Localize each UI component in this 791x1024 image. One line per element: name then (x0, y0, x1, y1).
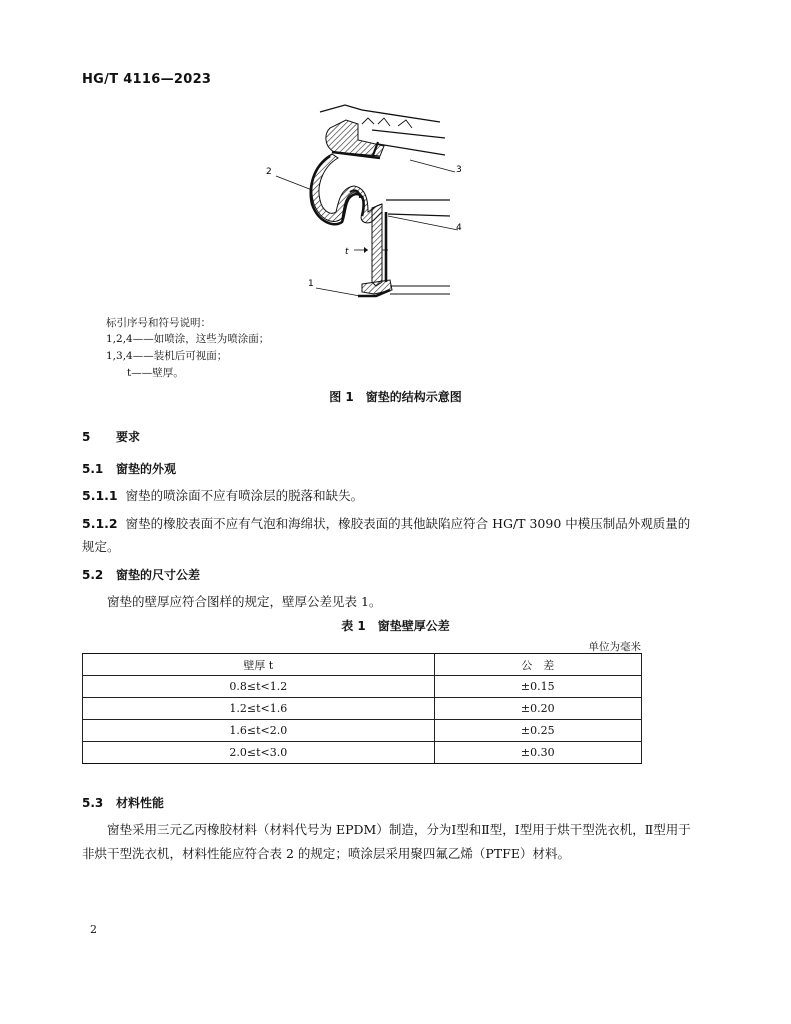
page-number: 2 (90, 923, 97, 936)
section-number: 5.2 (82, 568, 104, 582)
section-heading (82, 460, 176, 477)
section-number: 5 (82, 430, 91, 444)
body-paragraph: 窗垫的壁厚应符合图样的规定，壁厚公差见表 1。 (107, 594, 382, 609)
table-row (83, 742, 642, 764)
table-caption: 表 1 窗垫壁厚公差 (341, 619, 450, 633)
legend-item: t——壁厚。 (127, 367, 184, 379)
figure-caption: 图 1 窗垫的结构示意图 (329, 390, 462, 404)
table-row (83, 698, 642, 720)
table-unit: 单位为毫米 (588, 641, 641, 653)
gasket-cross-section-figure (250, 100, 480, 310)
clause-paragraph (82, 512, 697, 558)
table-cell: 1.6≤t<2.0 (83, 720, 435, 742)
section-number: 5.3 (82, 796, 104, 810)
callout-1: 1 (308, 279, 314, 289)
column-header: 公 差 (434, 654, 641, 676)
legend-item: 1,3,4——装机后可视面； (106, 350, 228, 362)
section-heading (82, 794, 164, 811)
section-heading (82, 566, 200, 583)
table-row (83, 720, 642, 742)
table-row (83, 676, 642, 698)
section-title: 材料性能 (116, 796, 165, 810)
body-paragraph: 窗垫采用三元乙丙橡胶材料（材料代号为 EPDM）制造，分为Ⅰ型和Ⅱ型，Ⅰ型用于烘干型洗衣机，Ⅱ型用于非烘干型洗衣机，材料性能应符合表 2 的规定；喷涂层采用聚四氟乙烯（PTFE）材料。 (82, 822, 691, 861)
table-cell: ±0.15 (434, 676, 641, 698)
callout-3: 3 (456, 165, 462, 175)
column-header: 壁厚 t (83, 654, 435, 676)
clause-number: 5.1.2 (82, 516, 118, 531)
section-title: 窗垫的外观 (116, 462, 177, 476)
section-title: 要求 (116, 430, 141, 444)
clause-paragraph (82, 484, 697, 507)
callout-4: 4 (456, 223, 462, 233)
section-title: 窗垫的尺寸公差 (116, 568, 201, 582)
legend-title: 标引序号和符号说明： (106, 317, 211, 329)
table-cell: ±0.30 (434, 742, 641, 764)
clause-number: 5.1.1 (82, 488, 118, 503)
section-number: 5.1 (82, 462, 104, 476)
clause-text: 窗垫的喷涂面不应有喷涂层的脱落和缺失。 (125, 488, 364, 503)
clause-text: 窗垫的橡胶表面不应有气泡和海绵状，橡胶表面的其他缺陷应符合 HG/T 3090 中模压制品外观质量的规定。 (82, 516, 691, 554)
callout-2: 2 (266, 167, 272, 177)
table-cell: 2.0≤t<3.0 (83, 742, 435, 764)
table-cell: 1.2≤t<1.6 (83, 698, 435, 720)
section-heading (82, 428, 140, 445)
table-cell: 0.8≤t<1.2 (83, 676, 435, 698)
standard-code: HG/T 4116—2023 (82, 72, 212, 87)
table-cell: ±0.25 (434, 720, 641, 742)
thickness-symbol: t (345, 247, 349, 257)
legend-item: 1,2,4——如喷涂，这些为喷涂面； (106, 333, 270, 345)
thickness-tolerance-table (82, 653, 642, 764)
table-cell: ±0.20 (434, 698, 641, 720)
